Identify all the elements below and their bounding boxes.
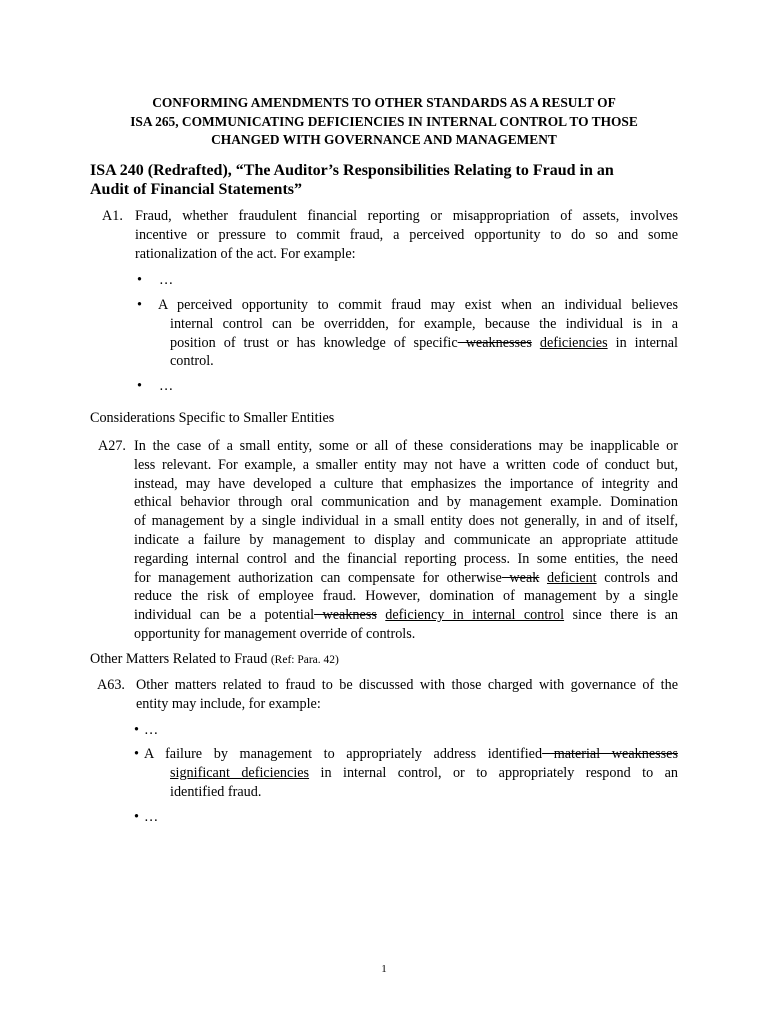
- subheading-other-matters: [90, 650, 339, 670]
- paragraph-number-a1: A1.: [102, 208, 123, 224]
- inserted-text: deficient: [546, 569, 597, 586]
- a27-line-9: reduce the risk of employee fraud. However, domination of management by a single: [134, 588, 678, 605]
- a1-line-1: Fraud, whether fraudulent financial reporting or misappropriation of assets, involves: [135, 208, 678, 224]
- a27-line-4: ethical behavior through oral communication and by management example. Domination: [134, 494, 678, 511]
- document-heading: [90, 94, 678, 150]
- text-space: [532, 335, 540, 351]
- paragraph-number-a63: A63.: [97, 677, 125, 693]
- a27-line-11: opportunity for management override of controls.: [134, 625, 416, 642]
- a1-bullet-2-line-2: internal control can be overridden, for example, because the individual is in a: [170, 315, 678, 332]
- text-segment: since there is an: [564, 607, 678, 624]
- text-segment: for management authorization can compensate for otherwise: [134, 569, 502, 586]
- bullet-icon: •: [137, 297, 142, 313]
- text-segment: individual can be a potential: [134, 607, 315, 624]
- heading-line-2: ISA 265, COMMUNICATING DEFICIENCIES IN INTERNAL CONTROL TO THOSE: [130, 113, 638, 129]
- text-segment: controls and: [596, 569, 679, 586]
- a1-bullet-2-first-line-wrap: [158, 296, 678, 315]
- heading-line-3: CHANGED WITH GOVERNANCE AND MANAGEMENT: [211, 132, 557, 147]
- isa-240-title: [90, 161, 690, 199]
- text-segment: in internal control, or to appropriately respond to an: [309, 764, 678, 781]
- page-number: 1: [381, 963, 387, 975]
- bullet-icon: •: [137, 378, 142, 394]
- paragraph-a27: [134, 437, 678, 644]
- a63-bullet-2-line-3: identified fraud.: [170, 783, 262, 800]
- deleted-text: weakness: [314, 607, 377, 624]
- text-segment: in internal: [607, 334, 678, 351]
- text-segment: A failure by management to appropriately address identified: [144, 746, 543, 762]
- a63-bullet-2-first-line-wrap: [144, 745, 678, 764]
- isa-title-line-1: ISA 240 (Redrafted), “The Auditor’s Responsibilities Relating to Fraud in an: [90, 162, 614, 179]
- other-matters-title: Other Matters Related to Fraud: [90, 651, 268, 667]
- a27-line-3: instead, may have developed a culture that emphasizes the importance of integrity and: [134, 475, 678, 492]
- bullet-icon: •: [134, 722, 139, 738]
- bullet-icon: •: [134, 809, 139, 825]
- inserted-text: deficiencies: [539, 334, 608, 351]
- text-segment: position of trust or has knowledge of specific: [170, 334, 458, 351]
- a27-line-7: regarding internal control and the financial reporting process. In some entities, the need: [134, 550, 678, 567]
- ellipsis-text: …: [144, 809, 159, 825]
- a1-bullet-2-line-4: control.: [170, 353, 214, 370]
- a27-line-6: indicate a failure by management to display and communicate an appropriate attitude: [134, 531, 678, 548]
- inserted-text: significant deficiencies: [170, 764, 310, 781]
- a63-bullet-2-line-2: [170, 764, 678, 783]
- bullet-icon: •: [134, 746, 139, 762]
- a63-line-2: entity may include, for example:: [136, 695, 321, 712]
- subheading-smaller-entities: Considerations Specific to Smaller Entities: [90, 410, 335, 426]
- a1-bullet-2-body: [170, 315, 678, 371]
- deleted-text: material weaknesses: [542, 746, 678, 762]
- ellipsis-text: …: [144, 722, 159, 738]
- heading-line-1: CONFORMING AMENDMENTS TO OTHER STANDARDS AS A RESULT OF: [152, 95, 616, 110]
- paragraph-number-a27: A27.: [98, 438, 126, 454]
- a1-bullet-2-line-3: [170, 334, 678, 353]
- a1-bullet-2-line-1: A perceived opportunity to commit fraud may exist when an individual believes: [158, 297, 678, 313]
- text-space: [539, 570, 547, 586]
- deleted-text: weak: [501, 569, 540, 586]
- ellipsis-text: …: [159, 272, 174, 288]
- text-space: [377, 607, 385, 623]
- ellipsis-text: …: [159, 378, 174, 394]
- inserted-text: deficiency in internal control: [385, 607, 565, 624]
- a63-bullet-2-body: [170, 764, 678, 802]
- a27-line-1: In the case of a small entity, some or all of these considerations may be inapplicable or: [134, 438, 678, 454]
- paragraph-a1: [135, 207, 678, 263]
- bullet-icon: •: [137, 272, 142, 288]
- a27-line-8: [134, 569, 678, 588]
- paragraph-a63: [136, 676, 678, 714]
- deleted-text: weaknesses: [457, 334, 532, 351]
- isa-title-line-2: Audit of Financial Statements”: [90, 181, 302, 198]
- a27-line-5: of management by a single individual in a small entity does not generally, in and of itself,: [134, 513, 678, 530]
- reference-note: (Ref: Para. 42): [270, 654, 339, 666]
- a27-line-10: [134, 606, 678, 625]
- a27-line-2: less relevant. For example, a smaller entity may not have a written code of conduct but,: [134, 456, 678, 473]
- a63-bullet-2-line-1: [144, 745, 678, 764]
- a1-line-3: rationalization of the act. For example:: [135, 245, 356, 262]
- a63-line-1: Other matters related to fraud to be discussed with those charged with governance of the: [136, 677, 678, 693]
- a1-line-2: incentive or pressure to commit fraud, a perceived opportunity to do so and some: [135, 226, 678, 243]
